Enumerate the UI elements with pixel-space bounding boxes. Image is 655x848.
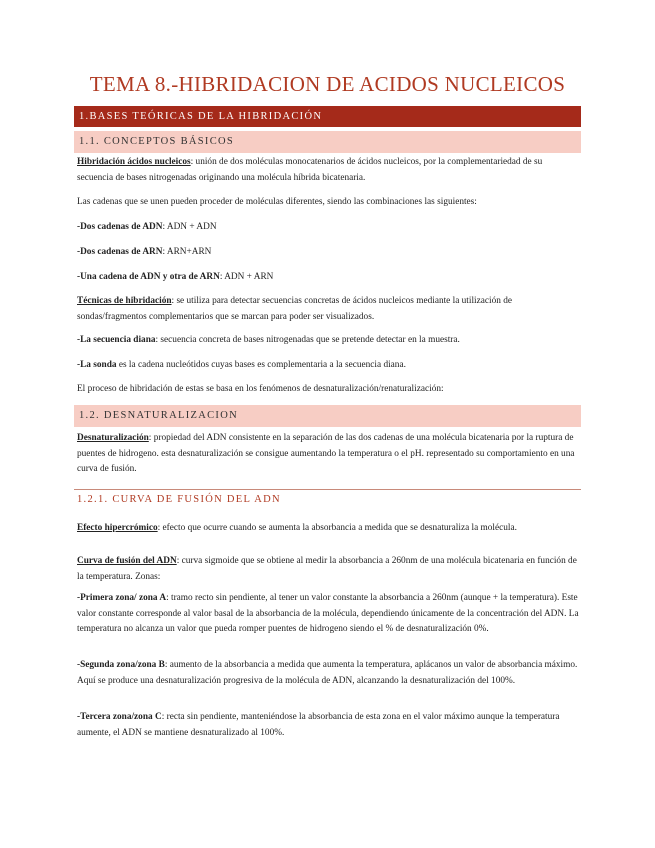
page-title: TEMA 8.-HIBRIDACION DE ACIDOS NUCLEICOS xyxy=(89,72,566,96)
paragraph-zona-b xyxy=(77,658,579,689)
paragraph-curva-fusion xyxy=(77,554,579,585)
term: -Segunda zona/zona B xyxy=(77,660,165,670)
list-item-combination xyxy=(77,270,579,286)
term: Efecto hipercrómico xyxy=(77,523,158,533)
definition: : unión de dos moléculas monocatenarios de ácidos nucleicos, por la complementariedad de su secuencia de bases nitrogenadas originando una molécula híbrida bicatenaria. xyxy=(77,157,543,183)
term: -La sonda xyxy=(77,360,117,370)
list-item-combination xyxy=(77,220,579,236)
term: Hibridación ácidos nucleicos xyxy=(77,157,191,167)
definition: : curva sigmoide que se obtiene al medir la absorbancia a 260nm de una molécula bicatenaria en función de la temperatura. Zonas: xyxy=(77,556,577,582)
definition: es la cadena nucleótidos cuyas bases es complementaria a la secuencia diana. xyxy=(116,360,406,370)
paragraph-efecto-hipercromico xyxy=(77,521,579,537)
term: -Tercera zona/zona C xyxy=(77,712,162,722)
paragraph-zona-a xyxy=(77,591,579,638)
term: -La secuencia diana xyxy=(77,335,156,345)
paragraph-sonda xyxy=(77,358,579,374)
subsection-heading: 1.2. DESNATURALIZACION xyxy=(74,405,581,427)
definition: : secuencia concreta de bases nitrogenadas que se pretende detectar en la muestra. xyxy=(155,335,460,345)
paragraph-tecnicas xyxy=(77,294,579,325)
definition: : ARN+ARN xyxy=(162,247,212,257)
definition: : efecto que ocurre cuando se aumenta la absorbancia a medida que se desnaturaliza la molécula. xyxy=(157,523,517,533)
term: -Una cadena de ADN y otra de ARN xyxy=(77,272,220,282)
paragraph-combinaciones: Las cadenas que se unen pueden proceder de moléculas diferentes, siendo las combinaciones las siguientes: xyxy=(77,197,477,207)
list-item-combination xyxy=(77,245,579,261)
paragraph-hibridacion xyxy=(77,155,579,186)
definition: : ADN + ARN xyxy=(219,272,274,282)
subsection-heading: 1.1. CONCEPTOS BÁSICOS xyxy=(74,131,581,153)
term: Técnicas de hibridación xyxy=(77,296,172,306)
paragraph-zona-c xyxy=(77,710,579,741)
term: -Dos cadenas de ADN xyxy=(77,222,163,232)
term: Curva de fusión del ADN xyxy=(77,556,177,566)
definition: : ADN + ADN xyxy=(162,222,217,232)
paragraph-proceso: El proceso de hibridación de estas se basa en los fenómenos de desnaturalización/renaturalización: xyxy=(77,384,444,394)
definition: : recta sin pendiente, manteniéndose la absorbancia de esta zona en el valor máximo aunque la temperatura aumente, el ADN se mantiene desnaturalizado al 100%. xyxy=(77,712,560,738)
paragraph-desnaturalizacion xyxy=(77,431,579,478)
definition: : se utiliza para detectar secuencias concretas de ácidos nucleicos mediante la utilización de sondas/fragmentos complementarios que se marcan para poder ser visualizados. xyxy=(77,296,512,322)
term: Desnaturalización xyxy=(77,433,149,443)
subsubsection-heading: 1.2.1. CURVA DE FUSIÓN DEL ADN xyxy=(74,489,581,511)
section-heading: 1.BASES TEÓRICAS DE LA HIBRIDACIÓN xyxy=(74,106,581,127)
term: -Primera zona/ zona A xyxy=(77,593,167,603)
definition: : tramo recto sin pendiente, al tener un valor constante la absorbancia a 260nm (aunque + la temperatura). Este valor constante corresponde al valor basal de la absorbancia de la molécula, dependiendo únicamente de la concentración del ADN. La temperatura no alcanza un valor que pueda romper puentes de hidrogeno siendo el % de desnaturalización 0%. xyxy=(77,593,579,634)
paragraph-secuencia-diana xyxy=(77,333,579,349)
definition: : propiedad del ADN consistente en la separación de las dos cadenas de una molécula bicatenaria por la ruptura de puentes de hidrogeno. esta desnaturalización se consigue aumentando la temperatura o el pH. representado su comportamiento en una curva de fusión. xyxy=(77,433,575,474)
term: -Dos cadenas de ARN xyxy=(77,247,163,257)
definition: : aumento de la absorbancia a medida que aumenta la temperatura, aplácanos un valor de absorbancia máximo. Aquí se produce una desnaturalización progresiva de la molécula de ADN, alcanzando la desnaturalización del 100%. xyxy=(77,660,578,686)
